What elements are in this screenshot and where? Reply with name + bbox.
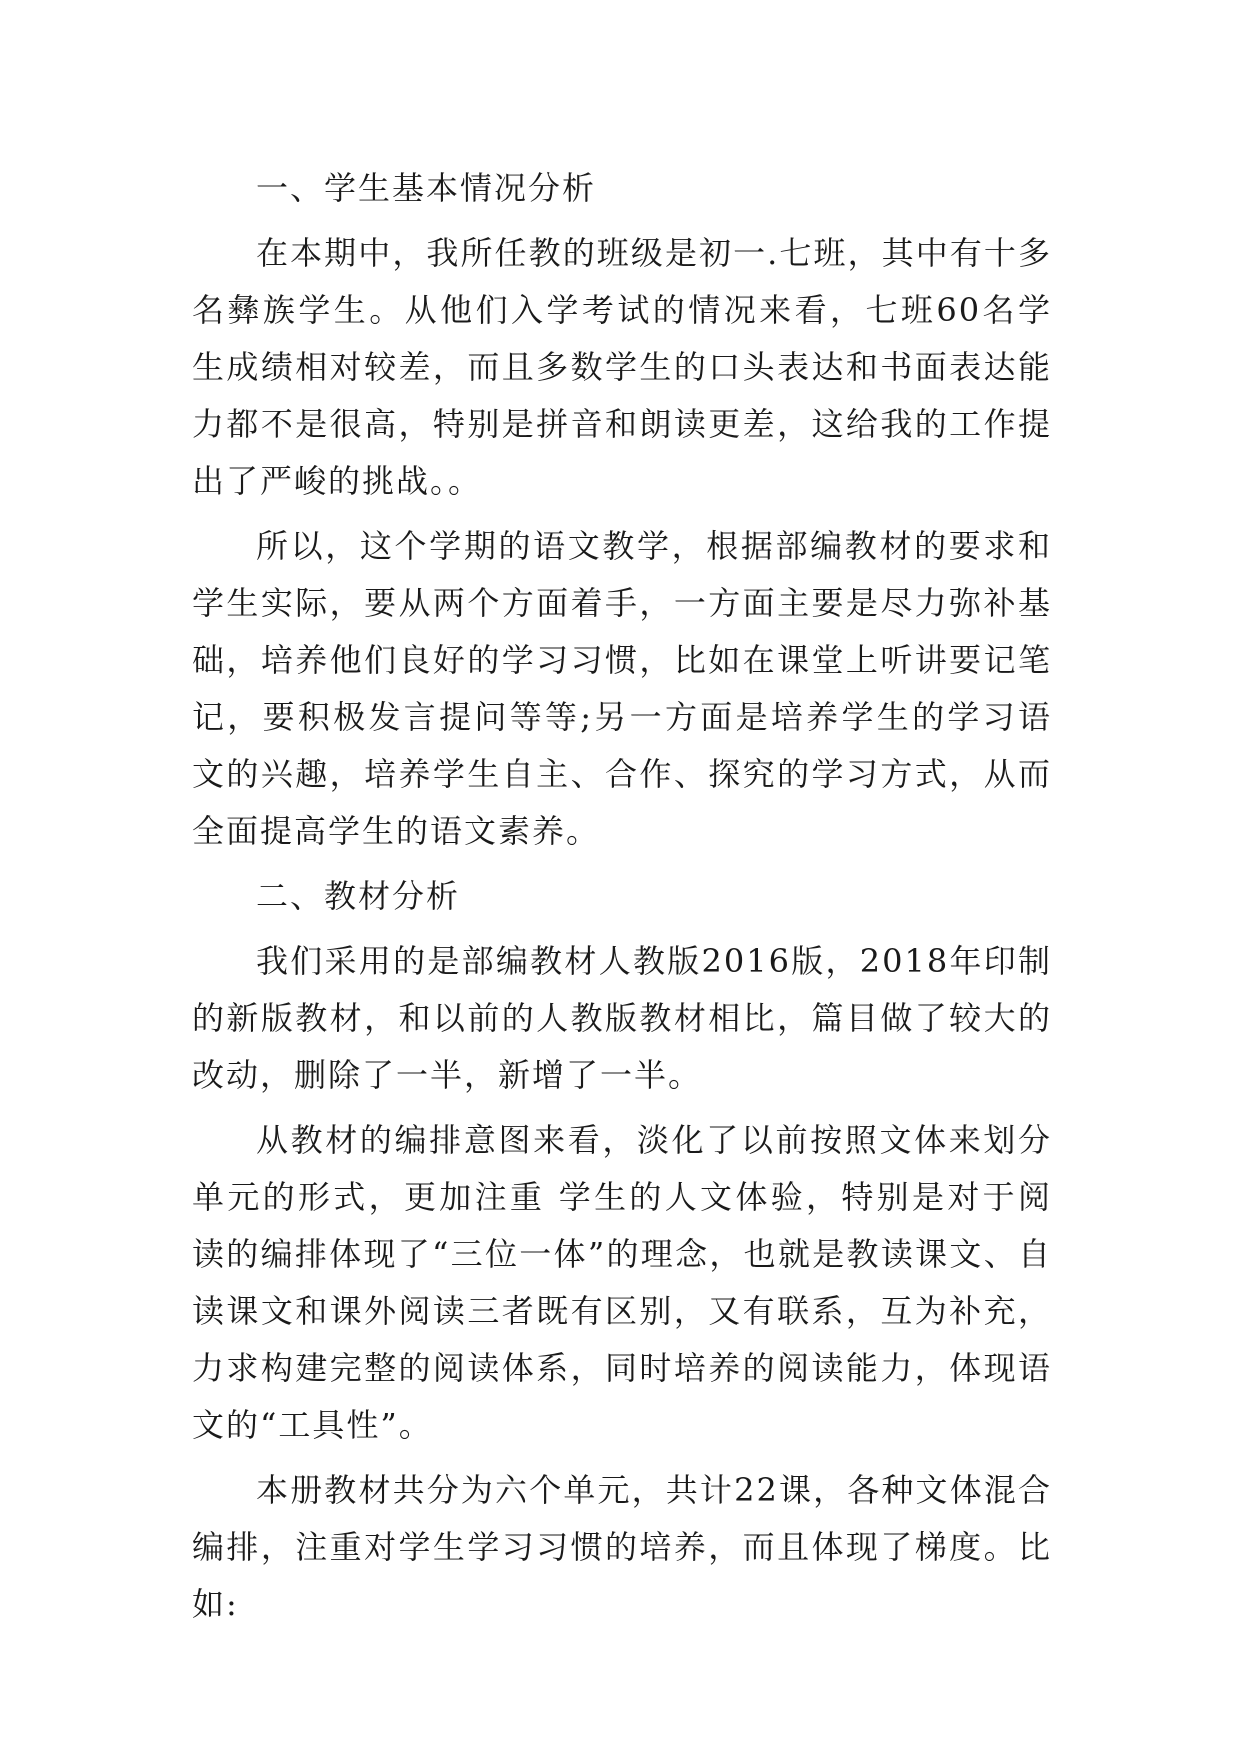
paragraph: 所以，这个学期的语文教学，根据部编教材的要求和学生实际，要从两个方面着手，一方面主要是尽力弥补基础，培养他们良好的学习习惯，比如在课堂上听讲要记笔记，要积极发言提问等等;另一方面是培养学生的学习语文的兴趣，培养学生自主、合作、探究的学习方式，从而全面提高学生的语文素养。 xyxy=(192,527,1052,850)
paragraph: 在本期中，我所任教的班级是初一.七班，其中有十多名彝族学生。从他们入学考试的情况来看，七班60名学生成绩相对较差，而且多数学生的口头表达和书面表达能力都不是很高，特别是拼音和朗读更差，这给我的工作提出了严峻的挑战。。 xyxy=(192,234,1052,500)
paragraph: 本册教材共分为六个单元，共计22课，各种文体混合编排，注重对学生学习习惯的培养，而且体现了梯度。比如: xyxy=(192,1471,1052,1623)
section-heading-2: 二、教材分析 xyxy=(256,877,461,915)
document-body xyxy=(192,160,1052,1633)
section-heading-1: 一、学生基本情况分析 xyxy=(256,169,597,207)
paragraph: 从教材的编排意图来看，淡化了以前按照文体来划分单元的形式，更加注重 学生的人文体验，特别是对于阅读的编排体现了“三位一体”的理念，也就是教读课文、自读课文和课外阅读三者既有区别，又有联系，互为补充，力求构建完整的阅读体系，同时培养的阅读能力，体现语文的“工具性”。 xyxy=(192,1121,1052,1444)
paragraph: 我们采用的是部编教材人教版2016版，2018年印制的新版教材，和以前的人教版教材相比，篇目做了较大的改动，删除了一半，新增了一半。 xyxy=(192,942,1052,1094)
